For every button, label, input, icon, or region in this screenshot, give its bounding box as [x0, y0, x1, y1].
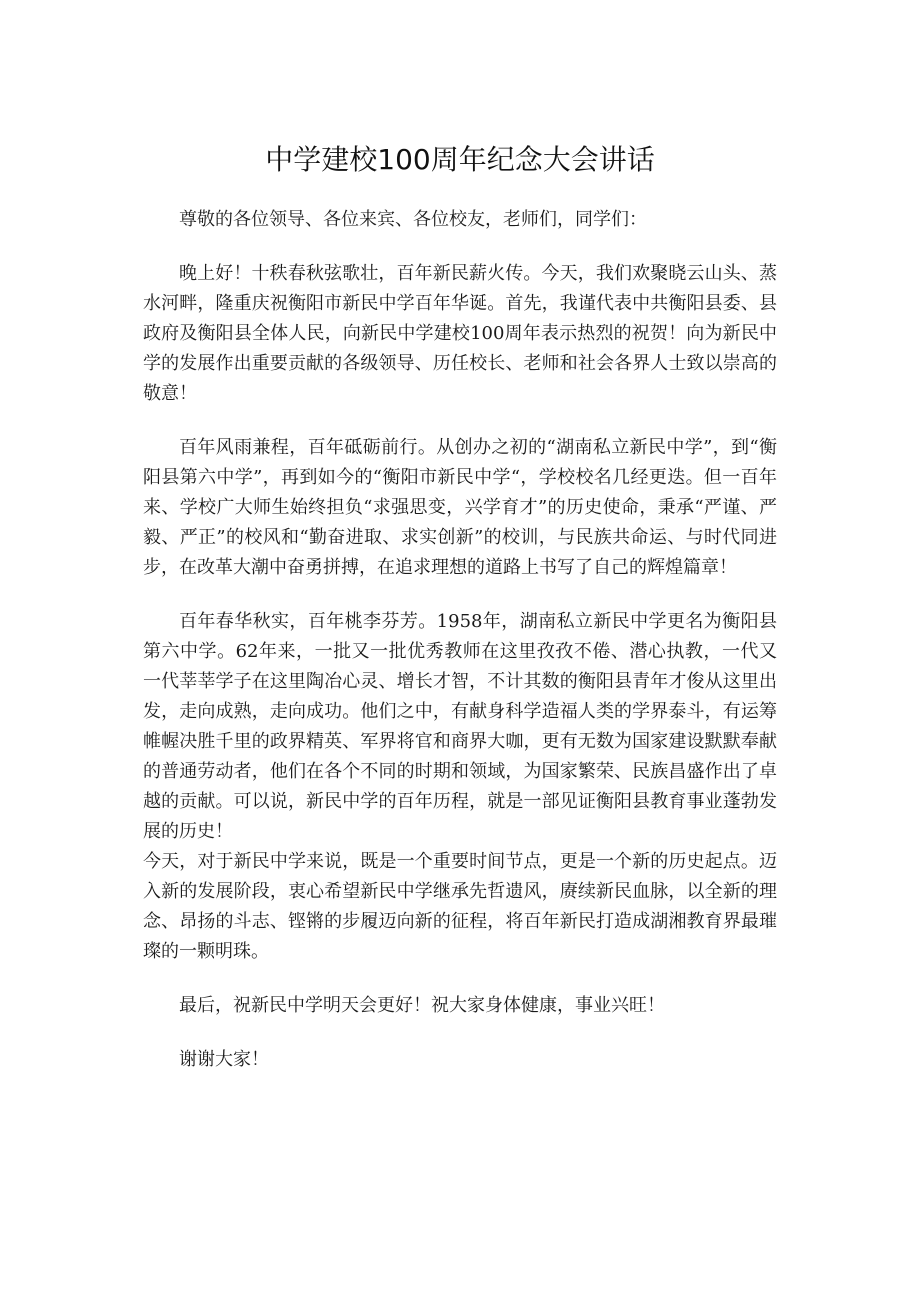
paragraph-thanks: 谢谢大家！: [179, 1049, 269, 1070]
paragraph-greeting: 晚上好！十秩春秋弦歌壮，百年新民薪火传。今天，我们欢聚晓云山头、蒸水河畔，隆重庆祝衡阳市新民中学百年华诞。首先，我谨代表中共衡阳县委、县政府及衡阳县全体人民，向新民中学建校100周年表示热烈的祝贺！向为新民中学的发展作出重要贡献的各级领导、历任校长、老师和社会各界人士致以崇高的敬意！: [143, 263, 777, 404]
document-title: 中学建校100周年纪念大会讲话: [265, 143, 655, 176]
paragraph-history: 百年风雨兼程，百年砥砺前行。从创办之初的“湖南私立新民中学”，到“衡阳县第六中学”，再到如今的“衡阳市新民中学“，学校校名几经更迭。但一百年来、学校广大师生始终担负“求强思变，兴学育才”的历史使命，秉承“严谨、严毅、严正”的校风和“勤奋进取、求实创新”的校训，与民族共命运、与时代同进步，在改革大潮中奋勇拼搏，在追求理想的道路上书写了自己的辉煌篇章！: [143, 437, 777, 578]
speech-body: [143, 205, 777, 1075]
paragraph-future: 今天，对于新民中学来说，既是一个重要时间节点，更是一个新的历史起点。迈入新的发展阶段，衷心希望新民中学继承先哲遗风，赓续新民血脉，以全新的理念、昂扬的斗志、铿锵的步履迈向新的征程，将百年新民打造成湖湘教育界最璀璨的一颗明珠。: [143, 851, 777, 962]
salutation: 尊敬的各位领导、各位来宾、各位校友，老师们，同学们：: [179, 209, 647, 230]
paragraph-achievements: 百年春华秋实，百年桃李芬芳。1958年，湖南私立新民中学更名为衡阳县第六中学。62年来，一批又一批优秀教师在这里孜孜不倦、潜心执教，一代又一代莘莘学子在这里陶冶心灵、增长才智，不计其数的衡阳县青年才俊从这里出发，走向成熟，走向成功。他们之中，有献身科学造福人类的学界泰斗，有运筹帷幄决胜千里的政界精英、军界将官和商界大咖，更有无数为国家建设默默奉献的普通劳动者，他们在各个不同的时期和领域，为国家繁荣、民族昌盛作出了卓越的贡献。可以说，新民中学的百年历程，就是一部见证衡阳县教育事业蓬勃发展的历史！: [143, 611, 777, 842]
paragraph-wishes: 最后，祝新民中学明天会更好！祝大家身体健康，事业兴旺！: [179, 995, 665, 1016]
